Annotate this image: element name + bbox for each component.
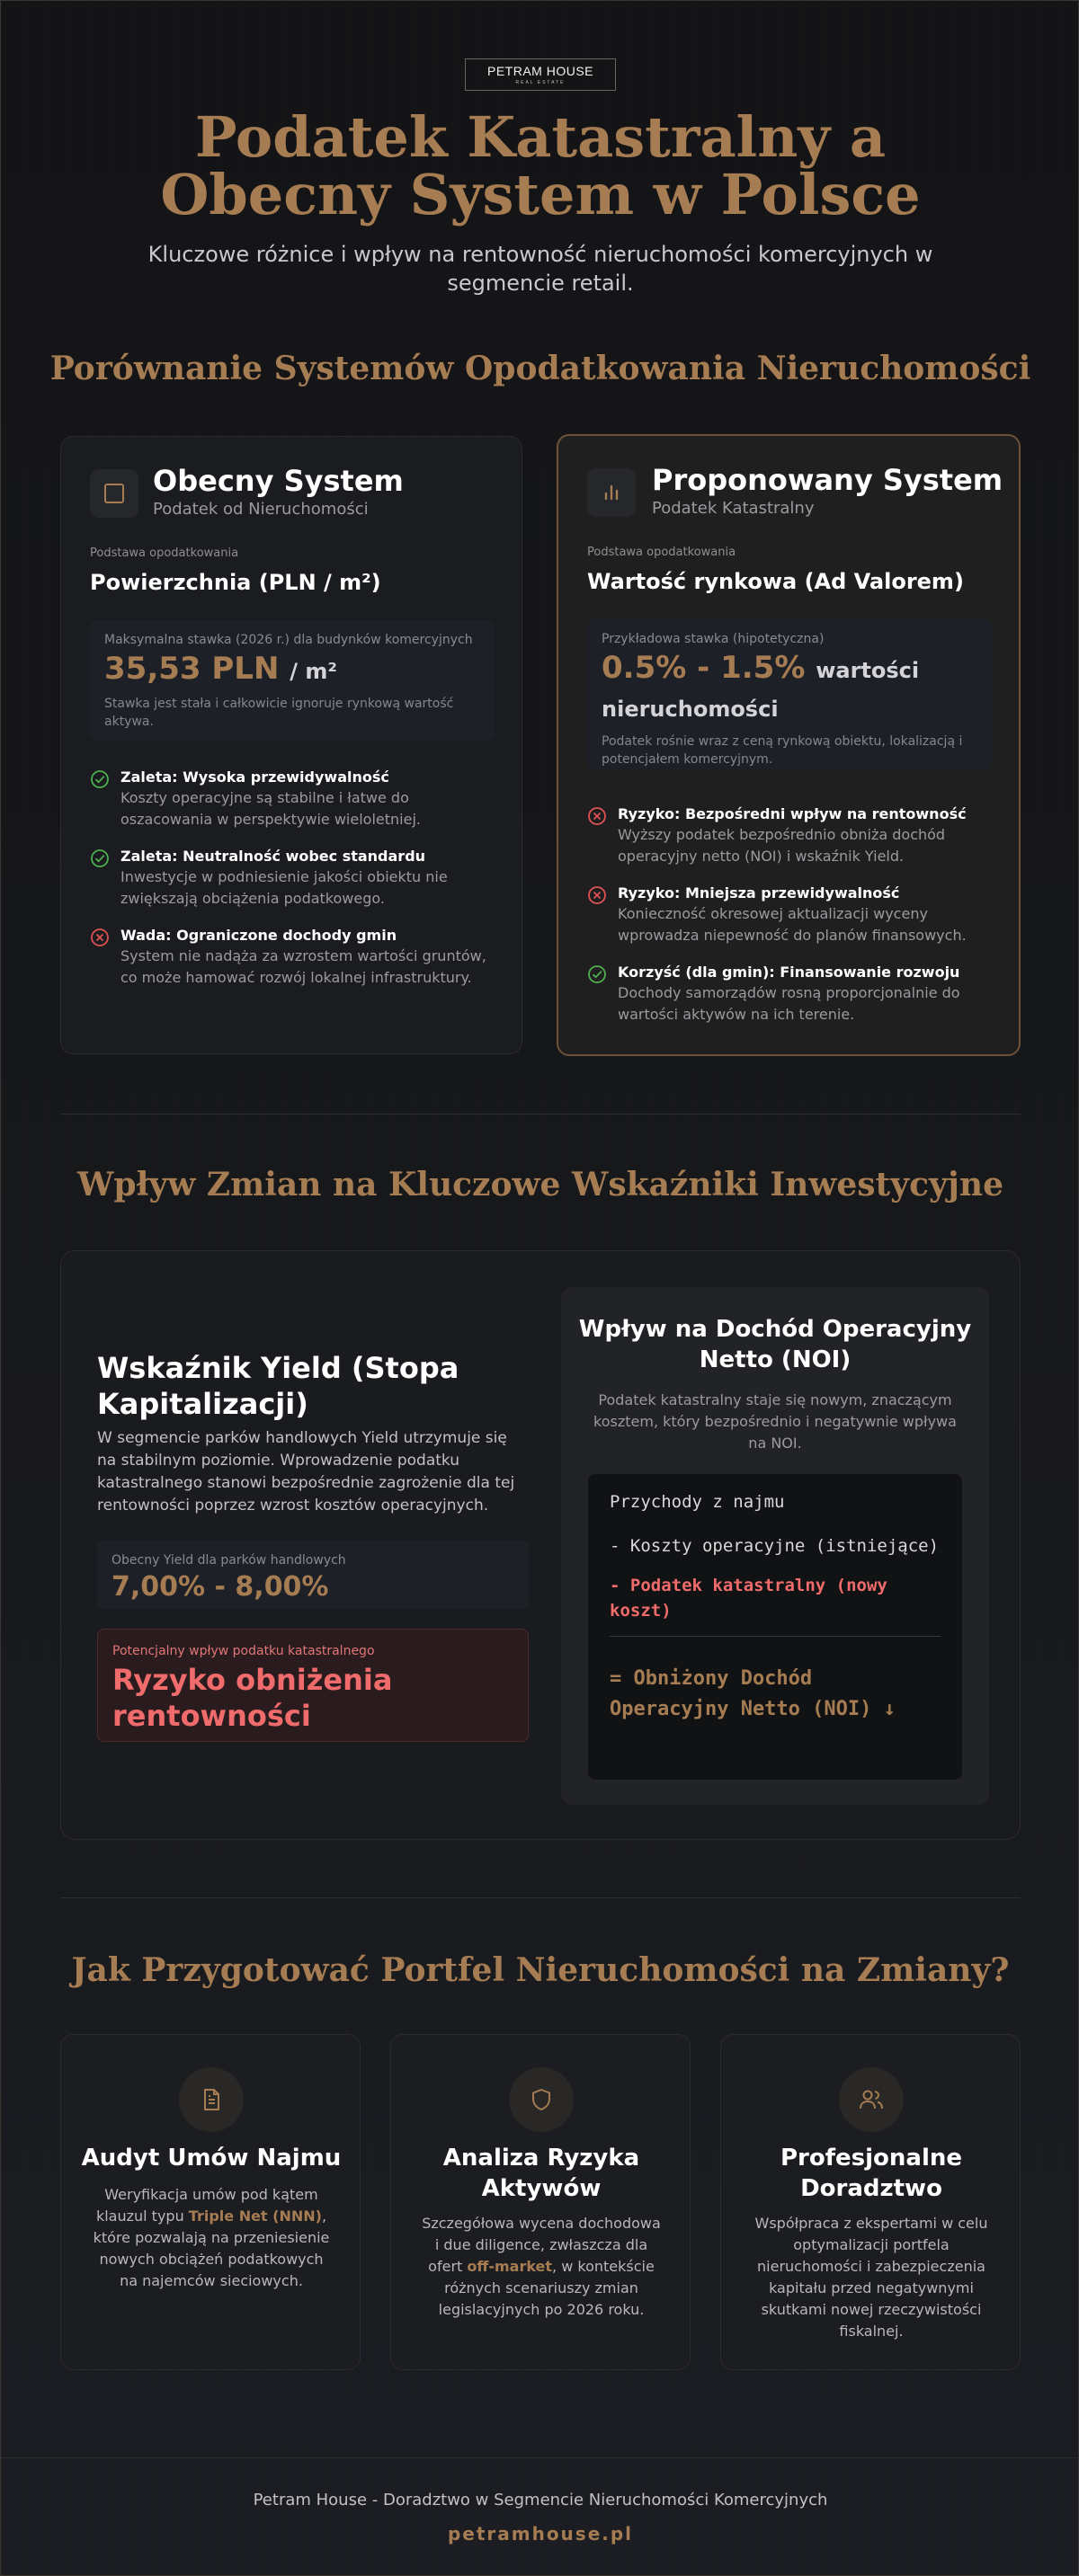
point-title: Korzyść (dla gmin): Finansowanie rozwoju [618, 964, 960, 981]
yield-box [97, 1541, 529, 1609]
square-icon [90, 469, 138, 518]
step-card-risk-analysis [390, 2034, 691, 2370]
proposed-point [587, 884, 1003, 946]
formula-opex: - Koszty operacyjne (istniejące) [610, 1536, 940, 1556]
step-description: Szczegółowa wycena dochodowa i due diligence, zwłaszcza dla ofert off-market, w kontekście różnych scenariuszy zmian legislacyjnych po 2026 roku. [422, 2215, 661, 2318]
point-desc: Koszty operacyjne są stabilne i łatwe do oszacowania w perspektywie wieloletniej. [120, 789, 421, 828]
step-description: Weryfikacja umów pod kątem klauzul typu Triple Net (NNN), które pozwalają na przeniesienie nowych obciążeń podatkowych na najemców sieciowych. [93, 2186, 330, 2289]
noi-panel [561, 1287, 989, 1805]
point-desc: Wyższy podatek bezpośrednio obniża dochód operacyjny netto (NOI) i wskaźnik Yield. [618, 826, 946, 865]
proposed-rate-label: Przykładowa stawka (hipotetyczna) [602, 632, 825, 646]
noi-formula [588, 1474, 962, 1780]
noi-description: Podatek katastralny staje się nowym, znaczącym kosztem, który bezpośrednio i negatywnie wpływa na NOI. [593, 1391, 957, 1452]
point-title: Ryzyko: Bezpośredni wpływ na rentowność [618, 805, 967, 822]
proposed-basis: Wartość rynkowa (Ad Valorem) [587, 569, 964, 594]
proposed-heading: Proponowany System [652, 463, 1003, 497]
proposed-rate-unit: wartości nieruchomości [602, 658, 920, 722]
proposed-rate-value: 0.5% - 1.5% [602, 650, 806, 686]
point-desc: Konieczność okresowej aktualizacji wyceny wprowadza niepewność do planów finansowych. [618, 905, 967, 944]
current-subheading: Podatek od Nieruchomości [153, 500, 369, 519]
proposed-point [587, 804, 1003, 867]
point-desc: System nie nadąża za wzrostem wartości gruntów, co może hamować rozwój lokalnej infrastruktury. [120, 947, 486, 986]
step-title: Analiza Ryzyka Aktywów [442, 2145, 640, 2202]
document-icon [179, 2067, 244, 2132]
current-heading: Obecny System [153, 464, 404, 498]
impact-title: Wpływ Zmian na Kluczowe Wskaźniki Inwestycyjne [76, 1166, 1004, 1204]
current-rate-unit: / m² [290, 659, 337, 684]
impact-panel [60, 1250, 1021, 1840]
footer-link[interactable]: petramhouse.pl [447, 2523, 634, 2545]
point-title: Zaleta: Wysoka przewidywalność [120, 768, 389, 786]
point-title: Zaleta: Neutralność wobec standardu [120, 848, 426, 865]
current-system-card [60, 436, 522, 1054]
current-point [90, 847, 504, 910]
check-circle-icon [90, 848, 110, 868]
highlight-text: Triple Net (NNN) [188, 2207, 322, 2225]
step-title: Profesjonalne Doradztwo [780, 2145, 963, 2202]
step-card-advisory [720, 2034, 1021, 2370]
check-circle-icon [90, 769, 110, 789]
current-rate-box [90, 620, 495, 741]
x-circle-icon [587, 885, 607, 905]
point-desc: Dochody samorządów rosną proporcjonalnie do wartości aktywów na ich terenie. [618, 984, 960, 1023]
yield-description: W segmencie parków handlowych Yield utrzymuje się na stabilnym poziomie. Wprowadzenie podatku katastralnego stanowi bezpośrednie zagrożenie dla tej rentowności poprzez wzrost kosztów operacyjnych. [97, 1429, 515, 1515]
step-description: Współpraca z ekspertami w celu optymalizacji portfela nieruchomości i zabezpieczenia kapitału przed negatywnymi skutkami nowej rzeczywistości fiskalnej. [754, 2215, 988, 2340]
page-title: Podatek Katastralny a Obecny System w Polsce [160, 104, 921, 227]
x-circle-icon [587, 806, 607, 826]
point-desc: Inwestycje w podniesienie jakości obiektu nie zwiększają obciążenia podatkowego. [120, 868, 448, 907]
risk-label: Potencjalny wpływ podatku katastralnego [112, 1644, 375, 1658]
formula-separator [610, 1636, 941, 1637]
step-card-lease-audit [60, 2034, 361, 2370]
check-circle-icon [587, 964, 607, 984]
proposed-rate-note: Podatek rośnie wraz z ceną rynkową obiektu, lokalizacją i potencjałem komercyjnym. [602, 734, 963, 767]
proposed-system-card [557, 434, 1021, 1056]
proposed-basis-label: Podstawa opodatkowania [587, 546, 736, 559]
footer-text: Petram House - Doradztwo w Segmencie Nieruchomości Komercyjnych [253, 2491, 828, 2509]
shield-icon [509, 2067, 574, 2132]
step-title: Audyt Umów Najmu [81, 2145, 342, 2172]
highlight-text: off-market [467, 2258, 553, 2275]
current-rate-label: Maksymalna stawka (2026 r.) dla budynków komercyjnych [104, 633, 473, 647]
bar-chart-icon [587, 468, 636, 517]
current-point [90, 926, 504, 989]
current-rate-value: 35,53 PLN [104, 651, 280, 687]
proposed-rate-box [587, 619, 992, 770]
footer-divider [1, 2457, 1079, 2458]
x-circle-icon [90, 928, 110, 947]
noi-title: Wpływ na Dochód Operacyjny Netto (NOI) [578, 1316, 972, 1373]
current-basis-label: Podstawa opodatkowania [90, 546, 239, 560]
brand-logo[interactable] [465, 58, 616, 91]
current-basis: Powierzchnia (PLN / m²) [90, 570, 381, 595]
formula-result: = Obniżony Dochód Operacyjny Netto (NOI) ↓ [610, 1667, 896, 1720]
brand-name: PETRAM HOUSE [486, 64, 593, 78]
risk-box [97, 1629, 529, 1742]
current-point [90, 768, 504, 831]
proposed-point [587, 963, 1003, 1026]
yield-label: Obecny Yield dla parków handlowych [111, 1553, 346, 1568]
comparison-title: Porównanie Systemów Opodatkowania Nieruchomości [49, 350, 1031, 387]
divider [60, 1897, 1021, 1898]
proposed-subheading: Podatek Katastralny [652, 499, 815, 518]
yield-value: 7,00% - 8,00% [111, 1571, 329, 1603]
page-subtitle: Kluczowe różnice i wpływ na rentowność nieruchomości komercyjnych w segmencie retail. [147, 242, 933, 296]
brand-tagline: REAL ESTATE [515, 80, 566, 85]
current-rate-note: Stawka jest stała i całkowicie ignoruje rynkową wartość aktywa. [104, 697, 454, 729]
formula-cadastral-tax: - Podatek katastralny (nowy koszt) [610, 1576, 887, 1621]
prepare-title: Jak Przygotować Portfel Nieruchomości na Zmiany? [71, 1951, 1010, 1989]
point-title: Wada: Ograniczone dochody gmin [120, 927, 397, 944]
divider [60, 1114, 1021, 1115]
yield-title: Wskaźnik Yield (Stopa Kapitalizacji) [97, 1351, 459, 1421]
formula-revenue: Przychody z najmu [610, 1492, 785, 1512]
risk-value: Ryzyko obniżenia rentowności [112, 1663, 393, 1733]
point-title: Ryzyko: Mniejsza przewidywalność [618, 884, 900, 902]
users-icon [839, 2067, 904, 2132]
